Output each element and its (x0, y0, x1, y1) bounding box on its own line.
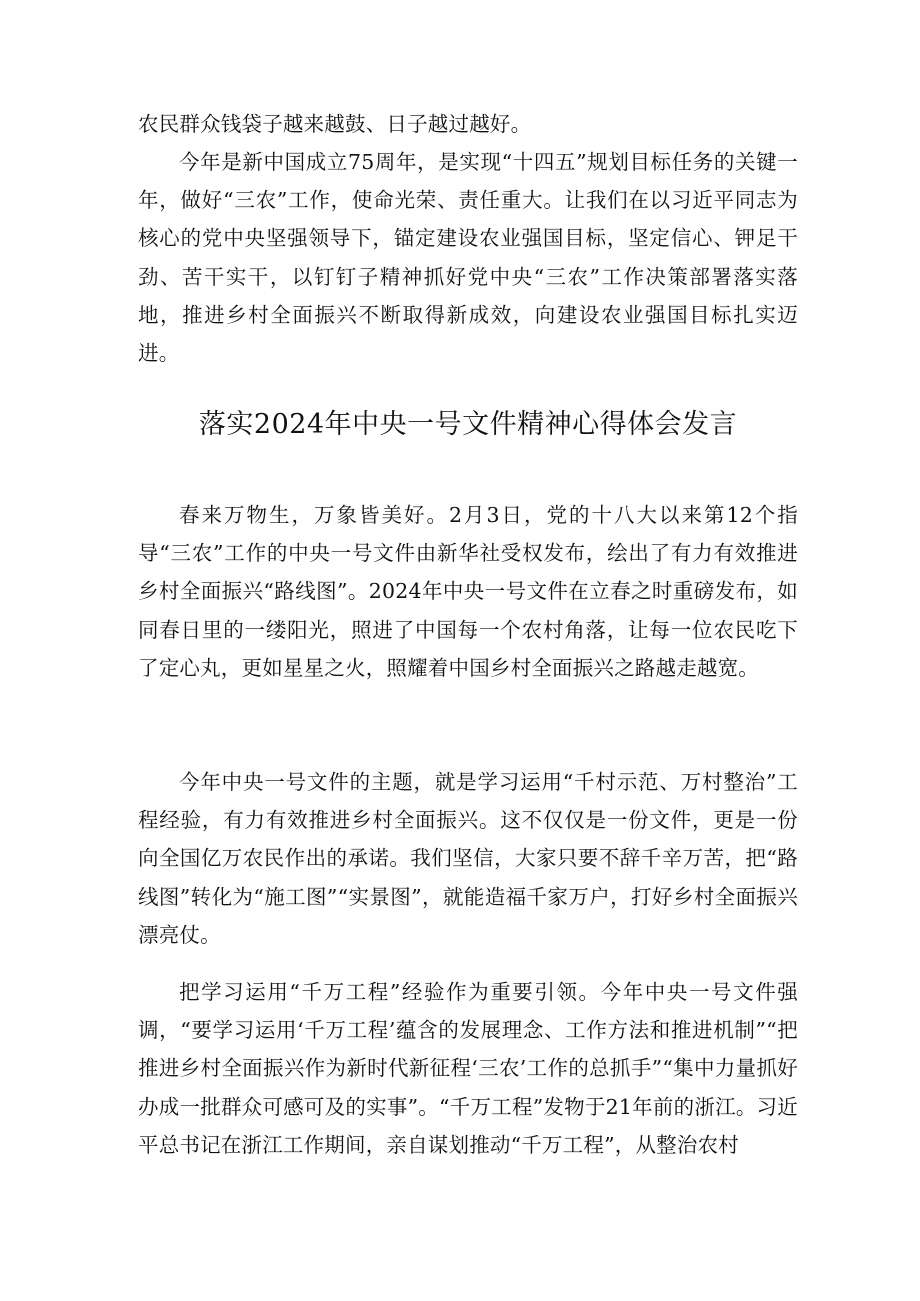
body-paragraph-2: 今年中央一号文件的主题，就是学习运用“千村示范、万村整治”工程经验，有力有效推进乡村全面振兴。这不仅仅是一份文件，更是一份向全国亿万农民作出的承诺。我们坚信，大家只要不辞千辛万苦，把“路线图”转化为“施工图”“实景图”，就能造福千家万户，打好乡村全面振兴漂亮仗。 (138, 770, 798, 947)
body-paragraph-1: 春来万物生，万象皆美好。2月3日，党的十八大以来第12个指导“三农”工作的中央一号文件由新华社受权发布，绘出了有力有效推进乡村全面振兴“路线图”。2024年中央一号文件在立春之时重磅发布，如同春日里的一缕阳光，照进了中国每一个农村角落，让每一位农民吃下了定心丸，更如星星之火，照耀着中国乡村全面振兴之路越走越宽。 (138, 503, 798, 680)
intro-paragraph: 今年是新中国成立75周年，是实现“十四五”规划目标任务的关键一年，做好“三农”工作，使命光荣、责任重大。让我们在以习近平同志为核心的党中央坚强领导下，锚定建设农业强国目标，坚定信心、钾足干劲、苦干实干，以钉钉子精神抓好党中央“三农”工作决策部署落实落地，推进乡村全面振兴不断取得新成效，向建设农业强国目标扎实迈进。 (138, 150, 798, 366)
document-title: 落实2024年中央一号文件精神心得体会发言 (198, 409, 738, 440)
continuation-paragraph: 农民群众钱袋子越来越鼓、日子越过越好。 (138, 112, 532, 136)
body-paragraph-3: 把学习运用“千万工程”经验作为重要引领。今年中央一号文件强调，“要学习运用‘千万工程’蕴含的发展理念、工作方法和推进机制”“把推进乡村全面振兴作为新时代新征程‘三农’工作的总抓手”“集中力量抓好办成一批群众可感可及的实事”。“千万工程”发物于21年前的浙江。习近平总书记在浙江工作期间，亲自谋划推动“千万工程”，从整治农村 (138, 980, 798, 1157)
